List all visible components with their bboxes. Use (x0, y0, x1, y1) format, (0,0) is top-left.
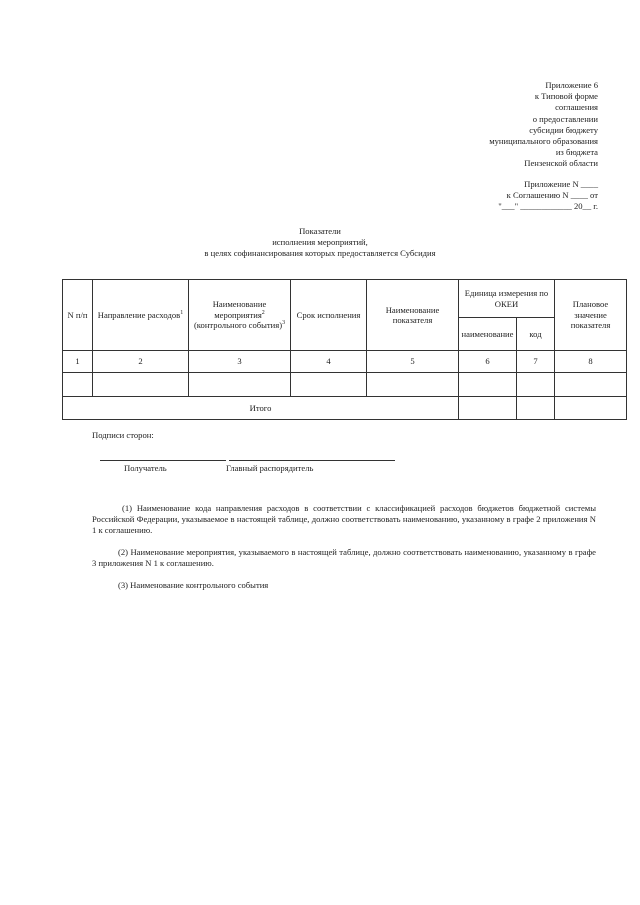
indicators-table (62, 279, 627, 420)
total-label: Итого (63, 397, 459, 420)
footnote-ref-3: 3 (282, 320, 286, 327)
table-cell (555, 373, 627, 397)
header-unit-code: код (517, 318, 555, 351)
document-title (0, 226, 640, 260)
header-event (189, 280, 291, 351)
header-direction (93, 280, 189, 351)
appendix-line: к Типовой форме (534, 91, 598, 102)
manager-label: Главный распорядитель (226, 463, 314, 473)
title-line: в целях софинансирования которых предоставляется Субсидия (204, 248, 436, 259)
empty-data-row (63, 373, 627, 397)
column-number: 4 (291, 351, 367, 373)
appendix-line: из бюджета (555, 147, 598, 158)
appendix-line: о предоставлении (532, 113, 598, 124)
appendix-header (489, 80, 598, 170)
table-cell (517, 397, 555, 420)
column-numbers-row (63, 351, 627, 373)
table-cell (517, 373, 555, 397)
footnote-2: (2) Наименование мероприятия, указываемого в настоящей таблице, должно соответствовать наименованию, указанному в графе 3 приложения N 1 к соглашению. (92, 547, 596, 569)
recipient-signature-line (100, 460, 226, 461)
footnote-1: (1) Наименование кода направления расходов в соответствии с классификацией расходов бюджетов бюджетной системы Российской Федерации, указываемое в настоящей таблице, должно соответствовать наименованию, указанному в графе 2 приложения N 1 к соглашению. (92, 503, 596, 536)
header-planned: Плановое значение показателя (555, 280, 627, 351)
table-cell (367, 373, 459, 397)
table-cell (459, 373, 517, 397)
table-cell (555, 397, 627, 420)
header-num: N п/п (63, 280, 93, 351)
column-number: 1 (63, 351, 93, 373)
signatures-heading: Подписи сторон: (92, 430, 154, 440)
header-event-control: (контрольного события) (193, 320, 283, 331)
header-event-label: Наименование мероприятия (212, 299, 267, 320)
appendix-line: муниципального образования (489, 136, 598, 147)
title-line: Показатели (299, 226, 341, 236)
column-number: 3 (189, 351, 291, 373)
appendix-line: Пензенской области (524, 158, 598, 169)
footnote-3: (3) Наименование контрольного события (118, 580, 269, 590)
header-deadline: Срок исполнения (291, 280, 367, 351)
header-direction-label: Направление расходов (97, 309, 181, 320)
manager-signature-line (229, 460, 395, 461)
column-number: 2 (93, 351, 189, 373)
header-unit: Единица измерения по ОКЕИ (459, 280, 555, 318)
header-indicator: Наименование показателя (367, 280, 459, 351)
agreement-line: к Соглашению N ____ от (506, 190, 598, 201)
table-cell (63, 373, 93, 397)
title-line: исполнения мероприятий, (272, 237, 368, 248)
header-unit-name: наименование (459, 318, 517, 351)
total-row (63, 397, 627, 420)
column-number: 6 (459, 351, 517, 373)
appendix-line: Приложение 6 (545, 80, 598, 90)
agreement-reference (498, 179, 598, 213)
agreement-line: Приложение N ____ (524, 179, 598, 189)
column-number: 5 (367, 351, 459, 373)
column-number: 8 (555, 351, 627, 373)
table-cell (291, 373, 367, 397)
table-cell (93, 373, 189, 397)
recipient-label: Получатель (124, 463, 167, 473)
table-cell (459, 397, 517, 420)
footnote-ref-2: 2 (261, 309, 265, 316)
appendix-line: субсидии бюджету (529, 124, 598, 135)
column-number: 7 (517, 351, 555, 373)
table-cell (189, 373, 291, 397)
appendix-line: соглашения (555, 102, 598, 113)
agreement-line: "___" ____________ 20__ г. (498, 201, 598, 212)
footnote-ref-1: 1 (180, 309, 184, 316)
